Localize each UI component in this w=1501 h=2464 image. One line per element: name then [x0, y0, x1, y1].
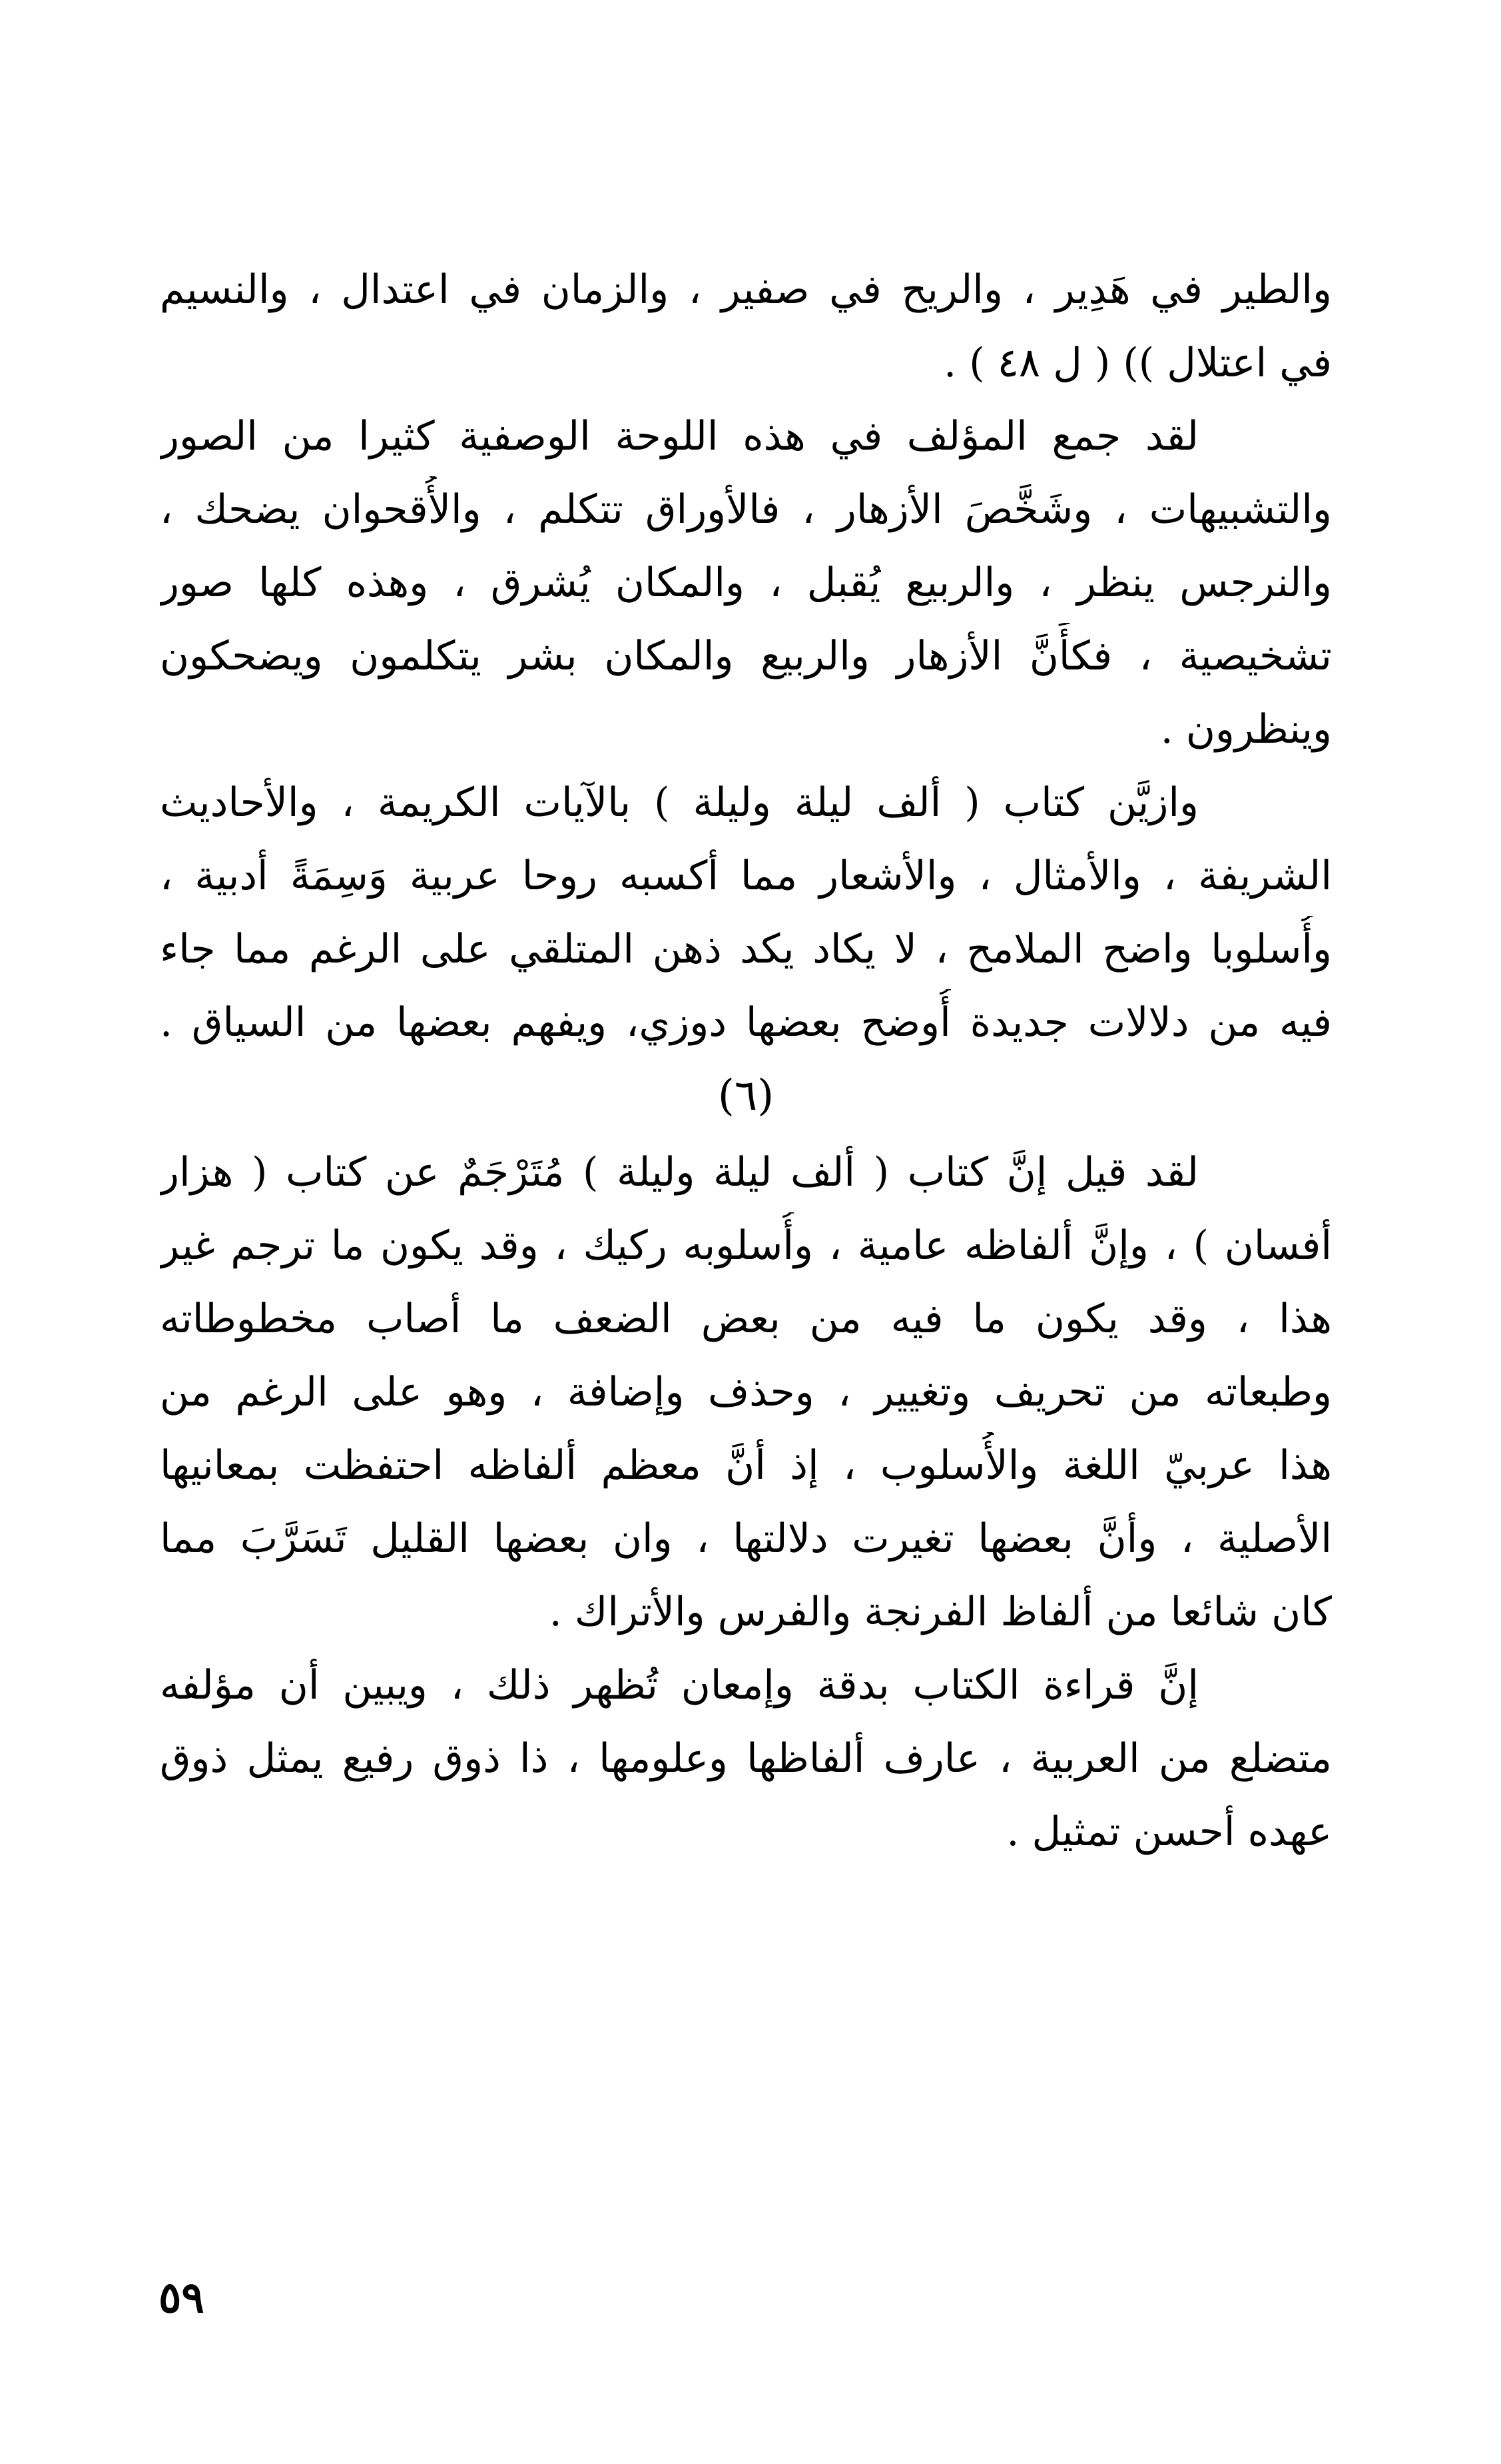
- section-number-heading: (٦): [717, 1071, 774, 1120]
- text-line: متضلع من العربية ، عارف ألفاظها وعلومها ، ذا ذوق رفيع يمثل ذوق: [160, 1735, 1332, 1782]
- text-line: وينظرون .: [1160, 706, 1332, 753]
- text-line: لقد قيل إنَّ كتاب ( ألف ليلة وليلة ) مُتَرْجَمٌ عن كتاب ( هزار: [160, 1149, 1199, 1196]
- text-line: لقد جمع المؤلف في هذه اللوحة الوصفية كثيرا من الصور: [160, 413, 1199, 460]
- text-line: هذا عربيّ اللغة والأُسلوب ، إذ أنَّ معظم ألفاظه احتفظت بمعانيها: [160, 1442, 1332, 1489]
- text-line: وازيَّن كتاب ( ألف ليلة وليلة ) بالآيات الكريمة ، والأحاديث: [160, 779, 1199, 826]
- text-line: فيه من دلالات جديدة أُوضح بعضها دوزي، ويفهم بعضها من السياق .: [160, 999, 1332, 1046]
- text-line: الشريفة ، والأمثال ، والأشعار مما أكسبه روحا عربية وَسِمَةً أدبية ،: [160, 853, 1332, 899]
- text-line: والطير في هَدِير ، والريح في صفير ، والزمان في اعتدال ، والنسيم: [160, 266, 1332, 313]
- text-line: وأُسلوبا واضح الملامح ، لا يكاد يكد ذهن المتلقي على الرغم مما جاء: [160, 926, 1332, 973]
- text-line: الأصلية ، وأنَّ بعضها تغيرت دلالتها ، وان بعضها القليل تَسَرَّبَ مما: [160, 1515, 1332, 1562]
- text-line: أفسان ) ، وإنَّ ألفاظه عامية ، وأُسلوبه ركيك ، وقد يكون ما ترجم غير: [160, 1222, 1332, 1269]
- text-line: إنَّ قراءة الكتاب بدقة وإمعان تُظهر ذلك ، ويبين أن مؤلفه: [160, 1662, 1199, 1709]
- text-line: وطبعاته من تحريف وتغيير ، وحذف وإضافة ، وهو على الرغم من: [160, 1369, 1332, 1416]
- text-line: عهده أحسن تمثيل .: [1006, 1809, 1332, 1855]
- text-line: تشخيصية ، فكأَنَّ الأزهار والربيع والمكان بشر يتكلمون ويضحكون: [160, 633, 1332, 679]
- text-line: والتشبيهات ، وشَخَّصَ الأزهار ، فالأوراق تتكلم ، والأُقحوان يضحك ،: [160, 486, 1332, 533]
- text-line: والنرجس ينظر ، والربيع يُقبل ، والمكان يُشرق ، وهذه كلها صور: [160, 560, 1332, 606]
- text-line: كان شائعا من ألفاظ الفرنجة والفرس والأتراك .: [549, 1589, 1332, 1635]
- page-number: ٥٩: [158, 2273, 204, 2323]
- text-line: هذا ، وقد يكون ما فيه من بعض الضعف ما أصاب مخطوطاته: [160, 1296, 1332, 1342]
- text-line: في اعتلال )) ( ل ٤٨ ) .: [944, 340, 1332, 386]
